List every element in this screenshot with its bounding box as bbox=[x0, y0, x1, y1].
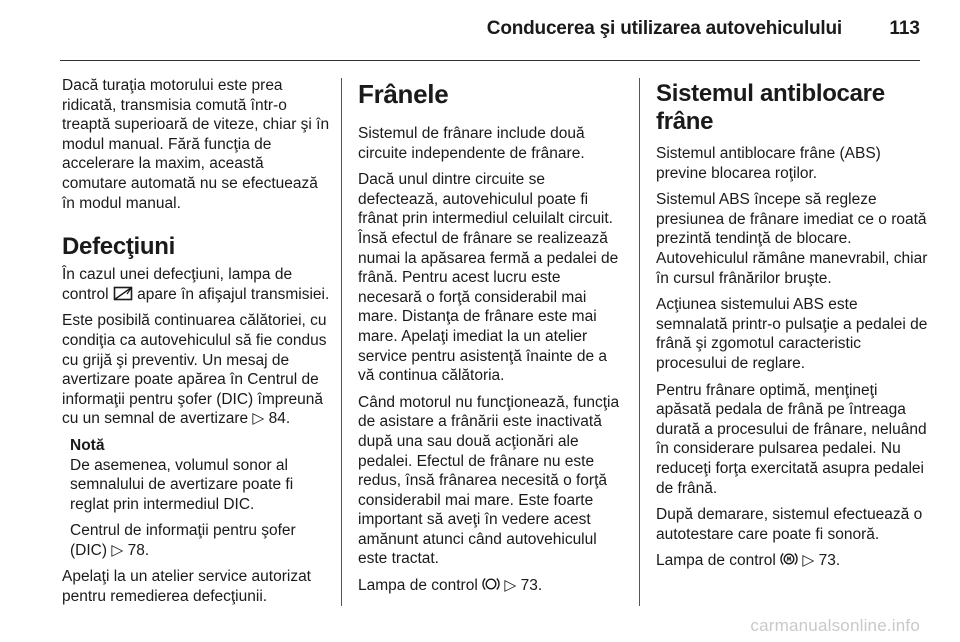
brakes-paragraph-2: Dacă unul dintre circuite se defectează, autovehiculul poate fi frânat prin intermediul celuilalt circuit. Însă efectul de frânare se realizează numai la apăsarea fermă a pedalei de frână. Pentru acest lucru este necesară o forţă considerabil mai mare. Distanţa de frânare este mai mare. Apelaţi imediat la un atelier service pentru asistenţă înainte de a vă continua călătoria. bbox=[358, 171, 619, 385]
brakes-paragraph-1: Sistemul de frânare include două circuite independente de frânare. bbox=[358, 125, 585, 162]
abs-heading: Sistemul antiblocare frâne bbox=[656, 80, 885, 135]
column-left bbox=[62, 76, 332, 614]
page-reference-arrow-icon: ▷ bbox=[252, 410, 265, 428]
faults-paragraph-1: În cazul unei defecţiuni, lampa de control apare în afişajul transmisiei. bbox=[62, 266, 330, 303]
brakes-paragraph-4: Lampa de control ▷ 73. bbox=[358, 577, 543, 595]
brakes-paragraph-3: Când motorul nu funcţionează, funcţia de asistare a frânării este inactivată după una sau două acţionări ale pedalei. Efectul de frânare nu este redus, însă frânarea necesită o forţă considerabil mai mare. Este foarte important să aveţi în vedere acest amănunt atunci când autovehiculul este tractat. bbox=[358, 393, 620, 568]
brakes-heading: Frânele bbox=[358, 79, 449, 109]
note-box bbox=[70, 436, 332, 561]
faults-paragraph-2: Este posibilă continuarea călătoriei, cu condiţia ca autovehiculul să fie condus cu grijă şi preventiv. Un mesaj de avertizare poate apărea în Centrul de informaţii pentru şofer (DIC) împreună cu un semnal de avertizare ▷ 84. bbox=[62, 312, 327, 428]
abs-paragraph-3: Acţiunea sistemului ABS este semnalată printr-o pulsaţie a pedalei de frână şi zgomotul caracteristic procesului de reglare. bbox=[656, 296, 928, 372]
note-paragraph-1: De asemenea, volumul sonor al semnalului de avertizare poate fi reglat prin intermediul DIC. bbox=[70, 456, 294, 513]
watermark: carmanualsonline.info bbox=[750, 616, 920, 635]
column-divider bbox=[639, 78, 640, 606]
transmission-warning-icon bbox=[113, 286, 133, 301]
page-reference-link[interactable]: 84. bbox=[268, 410, 291, 428]
page-reference-arrow-icon: ▷ bbox=[802, 552, 815, 570]
page-reference-arrow-icon: ▷ bbox=[111, 541, 124, 559]
column-divider bbox=[341, 78, 342, 606]
note-paragraph-2: Centrul de informaţii pentru şofer (DIC) ▷ 78. bbox=[70, 522, 296, 559]
abs-warning-icon bbox=[780, 551, 798, 567]
brake-warning-icon bbox=[482, 576, 500, 592]
header-divider bbox=[60, 60, 920, 61]
abs-paragraph-6: Lampa de control ▷ 73. bbox=[656, 552, 841, 570]
page-reference-link[interactable]: 78. bbox=[127, 541, 150, 559]
page-reference-link[interactable]: 73. bbox=[520, 577, 543, 595]
abs-paragraph-1: Sistemul antiblocare frâne (ABS) previne blocarea roţilor. bbox=[656, 145, 881, 182]
abs-paragraph-4: Pentru frânare optimă, menţineţi apăsată pedala de frână pe întreaga durată a procesului de frânare, neluând în considerare pulsarea pedalei. Nu reduceţi forţa exercitată asupra pedalei de frână. bbox=[656, 381, 927, 497]
column-right bbox=[656, 80, 928, 578]
abs-paragraph-2: Sistemul ABS începe să regleze presiunea de frânare imediat ce o roată prezintă tendinţă de blocare. Autovehiculul rămâne manevrabil, chiar în cursul frânărilor bruşte. bbox=[656, 191, 928, 287]
faults-paragraph-3: Apelaţi la un atelier service autorizat pentru remedierea defecţiunii. bbox=[62, 568, 311, 606]
page-header bbox=[0, 0, 960, 60]
section-title: Conducerea şi utilizarea autovehiculului bbox=[486, 18, 842, 39]
faults-heading: Defecţiuni bbox=[62, 233, 176, 261]
intro-paragraph: Dacă turaţia motorului este prea ridicată, transmisia comută într-o treaptă superioară de viteze, chiar şi în modul manual. Fără funcţia de accelerare la maxim, această comutare automată nu se efectuează în modul manual. bbox=[62, 77, 330, 212]
page-number: 113 bbox=[889, 18, 920, 39]
abs-paragraph-5: După demarare, sistemul efectuează o autotestare care poate fi sonoră. bbox=[656, 506, 923, 543]
note-title: Notă bbox=[70, 436, 105, 454]
page-reference-arrow-icon: ▷ bbox=[504, 577, 517, 595]
column-middle bbox=[358, 80, 626, 603]
page-reference-link[interactable]: 73. bbox=[818, 552, 841, 570]
